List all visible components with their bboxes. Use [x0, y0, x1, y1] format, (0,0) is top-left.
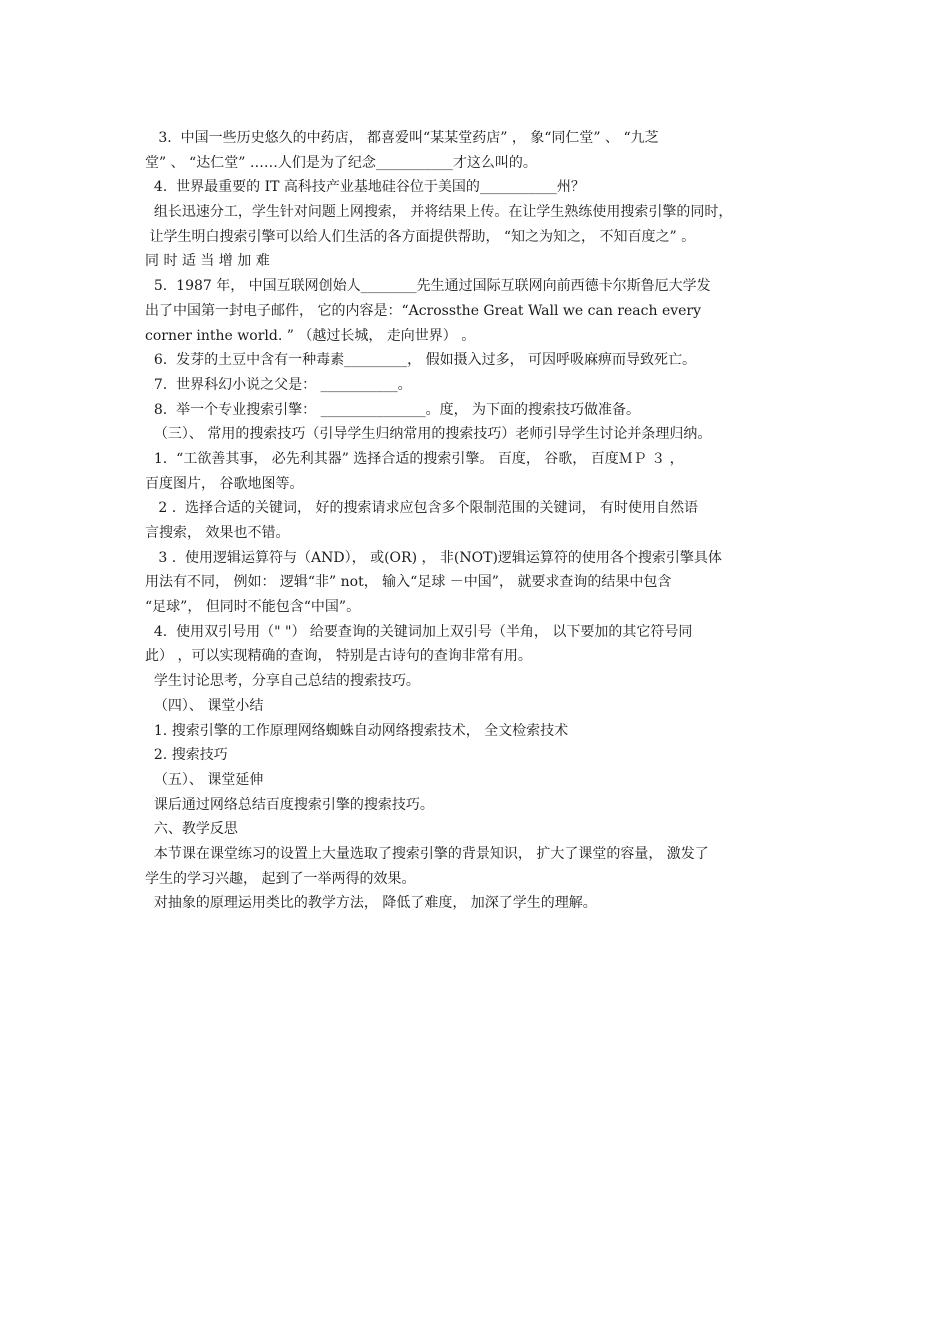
section-heading: （五）、 课堂延伸 — [145, 771, 264, 788]
text-line: 言搜索， 效果也不错。 — [145, 525, 290, 541]
text-line: 用法有不同， 例如： 逻辑“非” not， 输入“足球 －中国”， 就要求查询的结果中包含 — [145, 574, 672, 591]
text-line: 让学生明白搜索引擎可以给人们生活的各方面提供帮助， “知之为知之， 不知百度之” 。 — [145, 228, 696, 245]
text-line: 7. 世界科幻小说之父是： ___________。 — [145, 376, 412, 393]
text-line: 学生的学习兴趣， 起到了一举两得的效果。 — [145, 870, 416, 887]
section-heading: （三）、 常用的搜索技巧（引导学生归纳常用的搜索技巧）老师引导学生讨论并条理归纳。 — [145, 426, 712, 443]
text-line: 6. 发芽的土豆中含有一种毒素_________， 假如摄入过多， 可因呼吸麻痹而导致死亡。 — [145, 352, 697, 369]
text-line: 学生讨论思考，分享自己总结的搜索技巧。 — [145, 673, 420, 690]
text-line: 4. 使用双引号用（" "） 给要查询的关键词加上双引号（半角， 以下要加的其它符号同 — [145, 623, 693, 640]
text-line: 本节课在课堂练习的设置上大量选取了搜索引擎的背景知识， 扩大了课堂的容量， 激发了 — [145, 845, 709, 862]
text-line: 同 时 适 当 增 加 难 — [145, 253, 270, 270]
text-line: 3. 中国一些历史悠久的中药店， 都喜爱叫“某某堂药店” ， 象“同仁堂” 、 “九芝 — [145, 130, 659, 146]
text-line: 4. 世界最重要的 IT 高科技产业基地硅谷位于美国的___________州？ — [145, 179, 585, 196]
text-line: 2 . 选择合适的关键词， 好的搜索请求应包含多个限制范围的关键词， 有时使用自然语 — [145, 500, 698, 517]
section-heading: （四）、 课堂小结 — [145, 697, 264, 714]
text-line: 8. 举一个专业搜索引擎： _______________。度， 为下面的搜索技巧做准备。 — [145, 401, 641, 418]
text-line: 1. “工欲善其事， 必先利其器” 选择合适的搜索引擎。 百度， 谷歌， 百度ＭＰ ３ ， — [145, 450, 684, 467]
text-line: 组长迅速分工，学生针对问题上网搜索， 并将结果上传。在让学生熟练使用搜索引擎的同时， — [145, 204, 733, 221]
section-heading: 六、教学反思 — [145, 821, 238, 838]
text-line: 出了中国第一封电子邮件， 它的内容是：“Acrossthe Great Wall we can reach every — [145, 302, 702, 319]
text-line: 百度图片， 谷歌地图等。 — [145, 475, 304, 492]
text-line: 3 . 使用逻辑运算符与（AND）， 或(OR) ， 非(NOT)逻辑运算符的使用各个搜索引擎具体 — [145, 549, 722, 566]
text-line: 堂” 、 “达仁堂” ……人们是为了纪念___________才这么叫的。 — [145, 154, 537, 171]
text-line: 此） ，可以实现精确的查询， 特别是古诗句的查询非常有用。 — [145, 648, 532, 665]
text-line: 对抽象的原理运用类比的教学方法， 降低了难度， 加深了学生的理解。 — [145, 895, 597, 912]
text-line: “足球”， 但同时不能包含“中国”。 — [145, 599, 361, 616]
text-line: 2. 搜索技巧 — [145, 747, 228, 764]
text-line: 5. 1987 年， 中国互联网创始人________先生通过国际互联网向前西德卡尔斯鲁厄大学发 — [145, 278, 711, 295]
document-body — [145, 126, 805, 916]
text-line: corner inthe world. ” （越过长城， 走向世界） 。 — [145, 327, 476, 344]
text-line: 1. 搜索引擎的工作原理网络蜘蛛自动网络搜索技术， 全文检索技术 — [145, 722, 569, 739]
text-line: 课后通过网络总结百度搜索引擎的搜索技巧。 — [145, 796, 434, 813]
